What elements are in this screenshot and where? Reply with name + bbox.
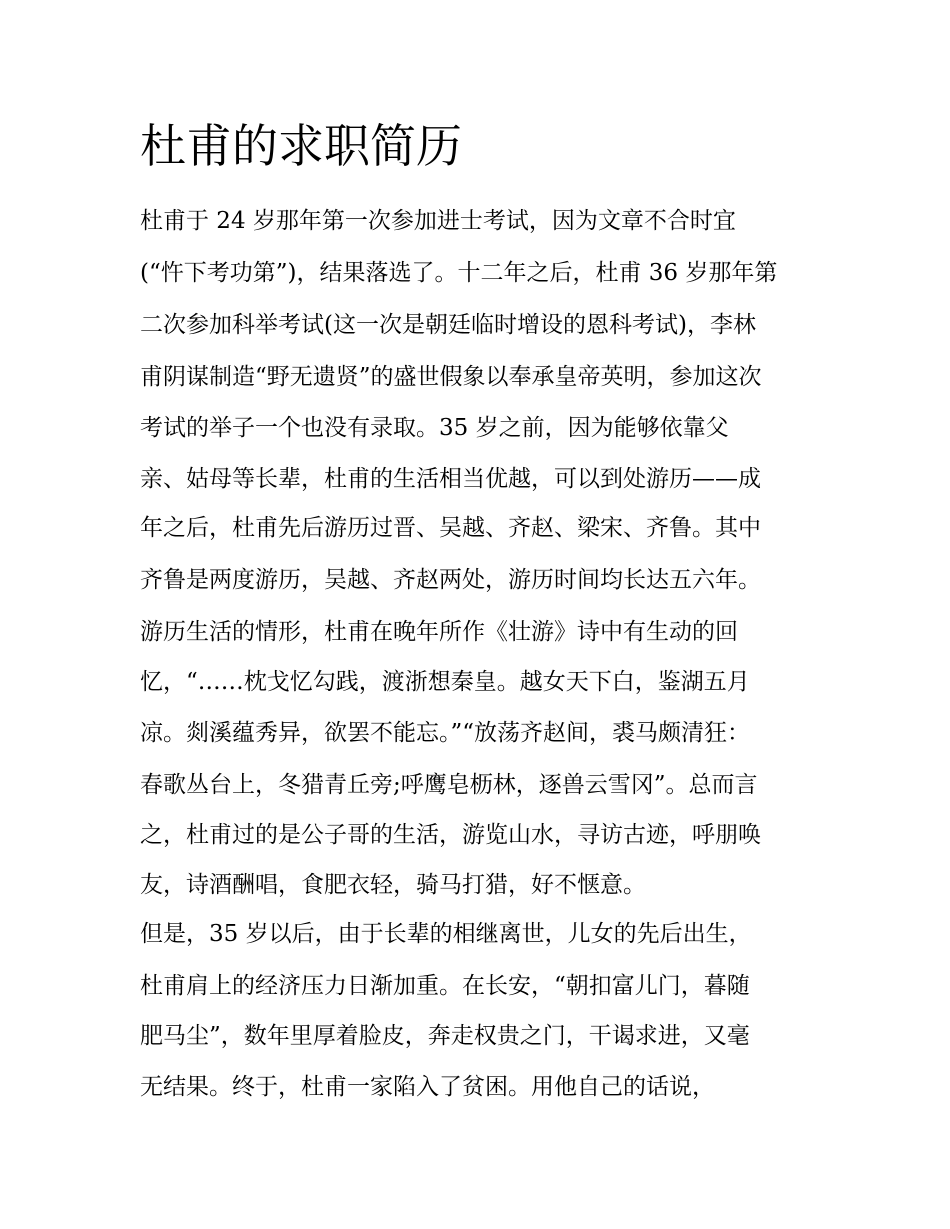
text-line: 之，杜甫过的是公子哥的生活，游览山水，寻访古迹，呼朋唤 xyxy=(140,822,761,848)
text-line: 甫阴谋制造“野无遗贤”的盛世假象以奉承皇帝英明，参加这次 xyxy=(140,364,762,390)
text-line: 齐鲁是两度游历，吴越、齐赵两处，游历时间均长达五六年。 xyxy=(140,567,761,593)
text-line: (“忤下考功第”)，结果落选了。十二年之后，杜甫 36 岁那年第 xyxy=(140,260,778,286)
text-line: 友，诗酒酬唱，食肥衣轻，骑马打猎，好不惬意。 xyxy=(140,872,646,898)
text-line: 但是，35 岁以后，由于长辈的相继离世，儿女的先后出生， xyxy=(140,921,752,947)
text-line: 凉。剡溪蕴秀异，欲罢不能忘。”“放荡齐赵间，裘马颇清狂： xyxy=(140,720,751,746)
text-line: 杜甫肩上的经济压力日渐加重。在长安，“朝扣富儿门，暮随 xyxy=(140,973,750,999)
text-line: 年之后，杜甫先后游历过晋、吴越、齐赵、梁宋、齐鲁。其中 xyxy=(140,515,761,541)
text-line: 亲、姑母等长辈，杜甫的生活相当优越，可以到处游历——成 xyxy=(140,466,761,492)
text-line: 杜甫于 24 岁那年第一次参加进士考试，因为文章不合时宜 xyxy=(140,208,736,234)
document-title: 杜甫的求职简历 xyxy=(140,119,462,173)
text-line: 无结果。终于，杜甫一家陷入了贫困。用他自己的话说， xyxy=(140,1074,715,1100)
text-line: 游历生活的情形，杜甫在晚年所作《壮游》诗中有生动的回 xyxy=(140,619,738,645)
text-line: 考试的举子一个也没有录取。35 岁之前，因为能够依靠父 xyxy=(140,415,729,441)
text-line: 二次参加科举考试(这一次是朝廷临时增设的恩科考试)，李林 xyxy=(140,312,756,338)
text-line: 肥马尘”，数年里厚着脸皮，奔走权贵之门，干谒求进，又毫 xyxy=(140,1023,750,1049)
text-line: 春歌丛台上，冬猎青丘旁;呼鹰皂枥林，逐兽云雪冈”。总而言 xyxy=(140,772,758,798)
text-line: 忆，“……枕戈忆勾践，渡浙想秦皇。越女天下白，鉴湖五月 xyxy=(140,669,750,695)
